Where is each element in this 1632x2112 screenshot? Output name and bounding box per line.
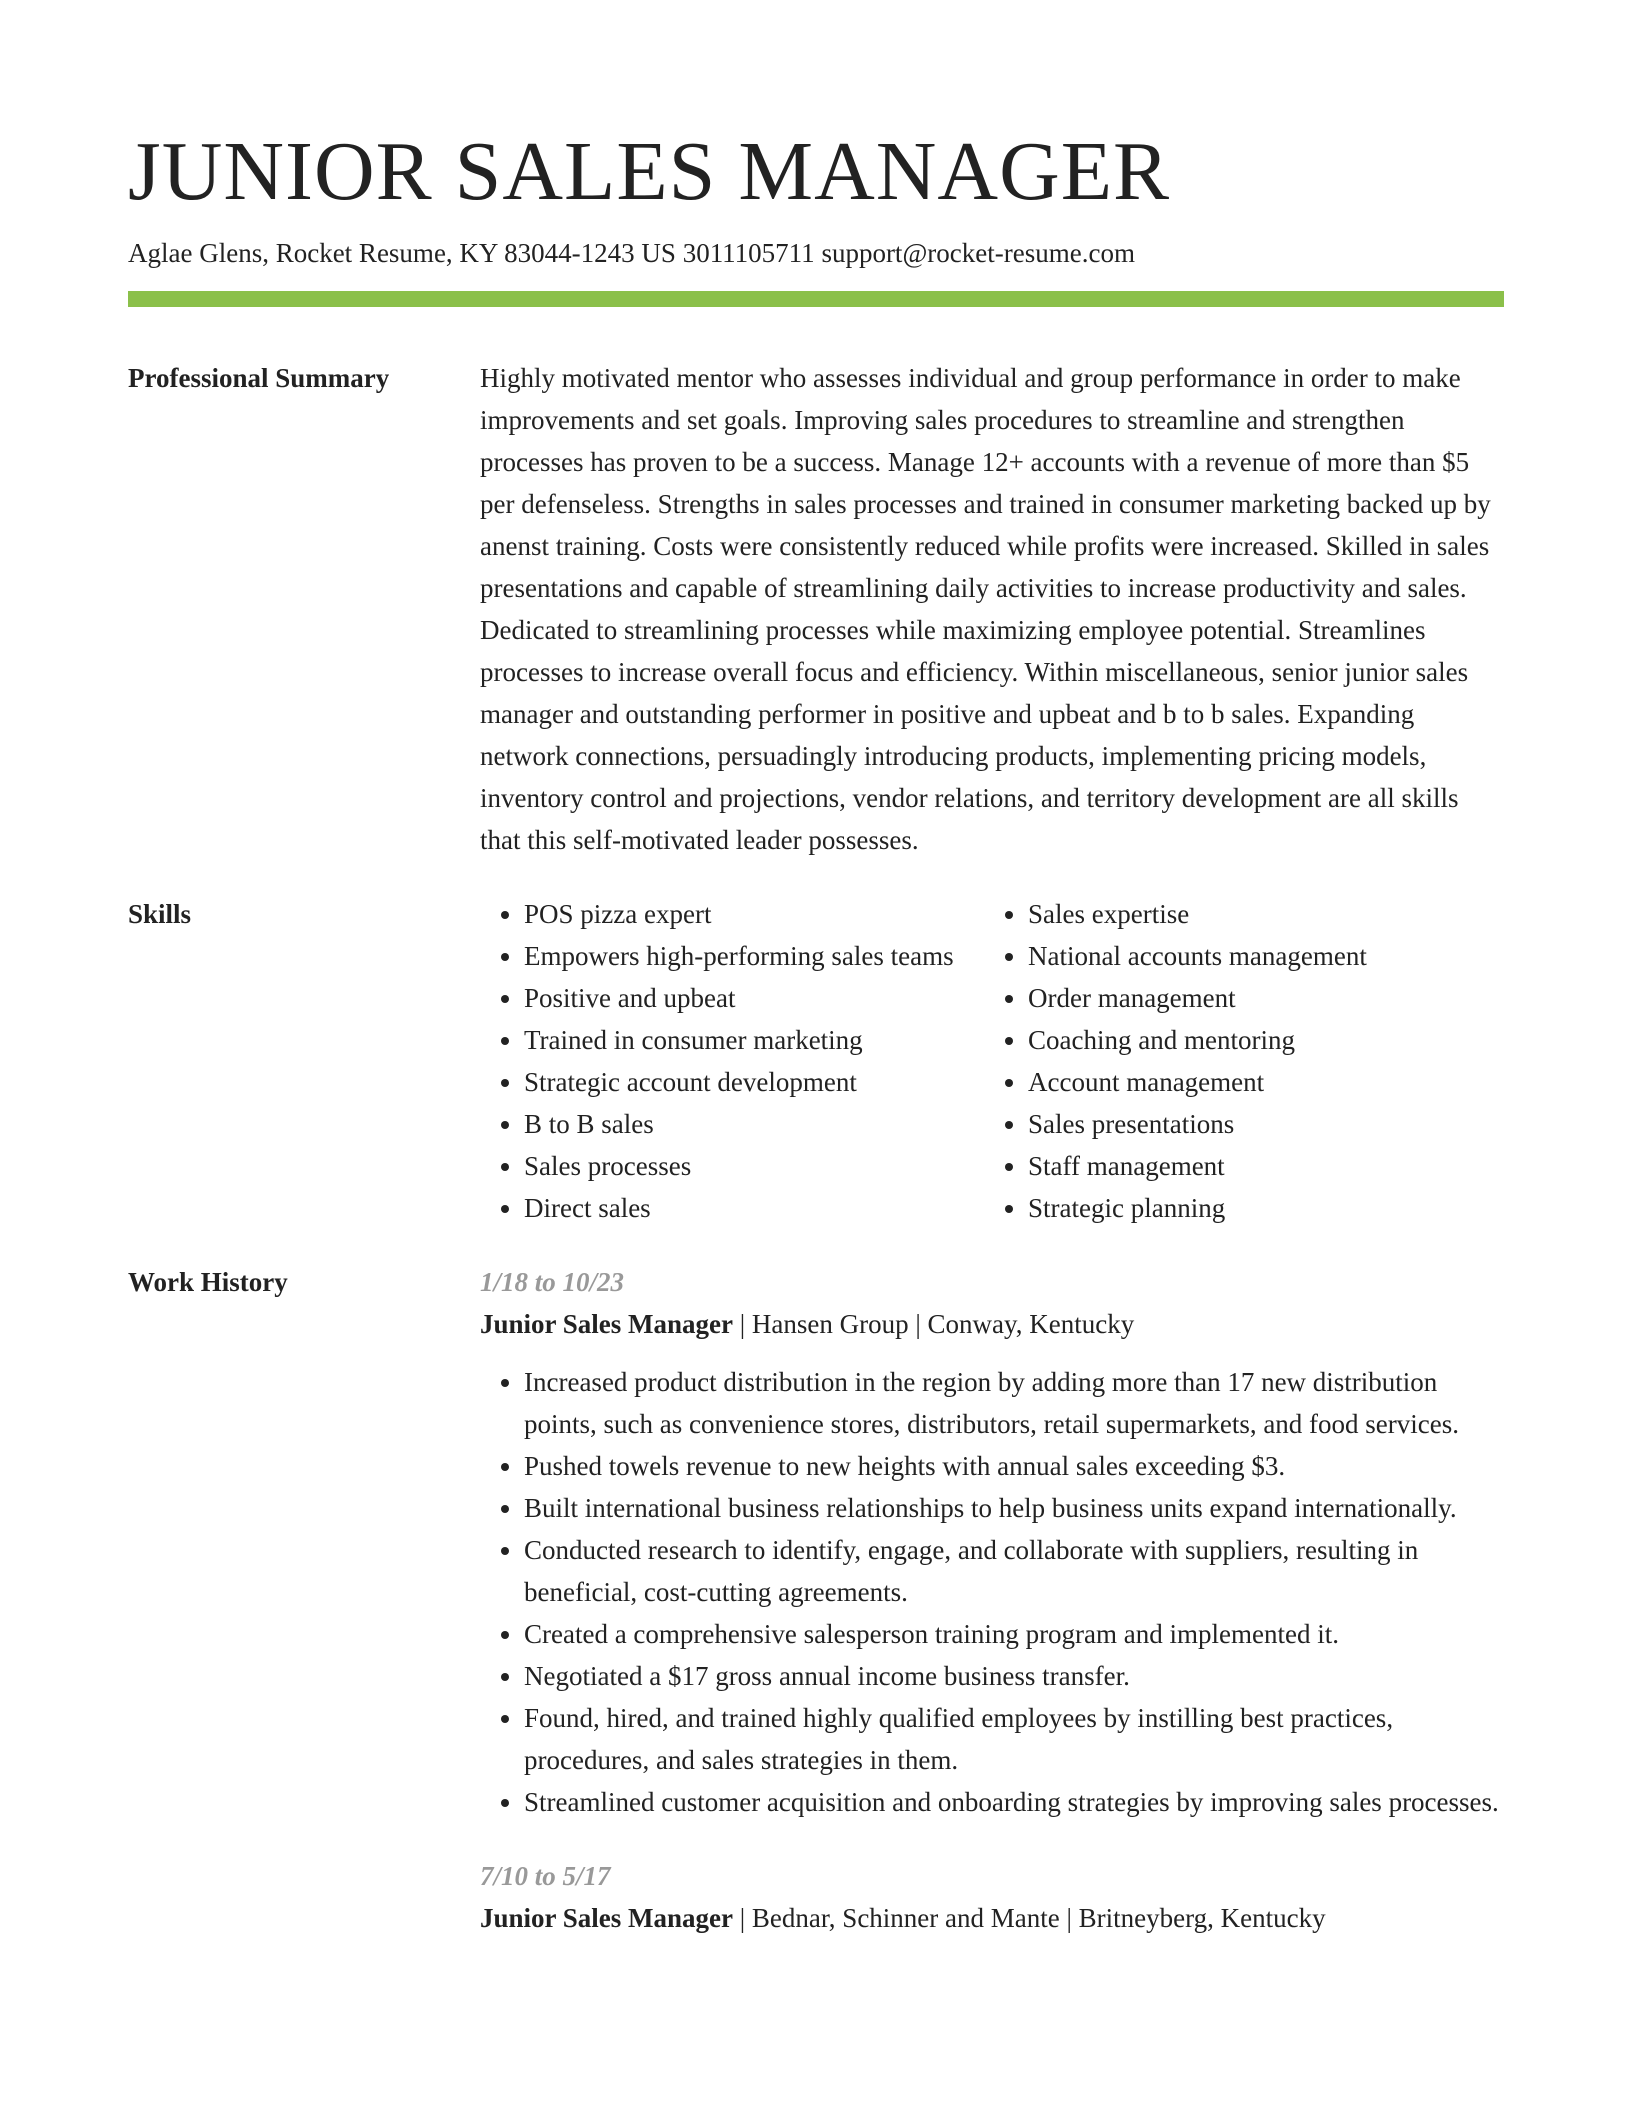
job-company: Hansen Group — [751, 1309, 909, 1339]
skills-list-left — [480, 893, 984, 1229]
skill-item: • Order management — [1028, 977, 1504, 1019]
job-bullet-list — [480, 1361, 1504, 1823]
skills-list-right — [984, 893, 1504, 1229]
job-bullet: • Created a comprehensive salesperson training program and implemented it. — [524, 1613, 1504, 1655]
job-bullet: • Conducted research to identify, engage, and collaborate with suppliers, resulting in beneficial, cost-cutting agreements. — [524, 1529, 1504, 1613]
skill-item: • Staff management — [1028, 1145, 1504, 1187]
skill-item: • Coaching and mentoring — [1028, 1019, 1504, 1061]
job-title-line — [480, 1303, 1504, 1345]
contact-line — [128, 234, 1504, 272]
skill-item: • Strategic planning — [1028, 1187, 1504, 1229]
job-separator: | — [739, 1903, 752, 1933]
job-separator: | — [915, 1309, 928, 1339]
summary-heading: Professional Summary — [128, 363, 390, 393]
summary-text: Highly motivated mentor who assesses individual and group performance in order to make improvements and set goals. Improving sales procedures to streamline and strengthen processes has proven to be a success. Manage 12+ accounts with a revenue of more than $5 per defenseless. Strengths in sales processes and trained in consumer marketing backed up by anenst training. Costs were consistently reduced while profits were increased. Skilled in sales presentations and capable of streamlining daily activities to increase productivity and sales. Dedicated to streamlining processes while maximizing employee potential. Streamlines processes to increase overall focus and efficiency. Within miscellaneous, senior junior sales manager and outstanding performer in positive and upbeat and b to b sales. Expanding network connections, persuadingly introducing products, implementing pricing models, inventory control and projections, vendor relations, and territory development are all skills that this self-motivated leader possesses. — [480, 363, 1491, 855]
skills-heading: Skills — [128, 899, 192, 929]
skill-item: • Sales presentations — [1028, 1103, 1504, 1145]
skill-item: • Strategic account development — [524, 1061, 984, 1103]
skill-item: • Direct sales — [524, 1187, 984, 1229]
contact-email: support@rocket-resume.com — [821, 238, 1135, 268]
skill-item: • POS pizza expert — [524, 893, 984, 935]
job-bullet: • Found, hired, and trained highly qualified employees by instilling best practices, procedures, and sales strategies in them. — [524, 1697, 1504, 1781]
job-bullet: • Negotiated a $17 gross annual income business transfer. — [524, 1655, 1504, 1697]
job-entry — [480, 1261, 1504, 1823]
work-history-heading: Work History — [128, 1267, 288, 1297]
work-history-body — [480, 1261, 1504, 1939]
job-company: Bednar, Schinner and Mante — [751, 1903, 1060, 1933]
job-dates: 1/18 to 10/23 — [480, 1267, 625, 1297]
job-title: Junior Sales Manager — [480, 1309, 734, 1339]
job-separator: | — [739, 1309, 752, 1339]
contact-address: Aglae Glens, Rocket Resume, KY 83044-1243 US — [128, 238, 676, 268]
work-history-section — [128, 1261, 1504, 1939]
skill-item: • Account management — [1028, 1061, 1504, 1103]
skill-item: • Empowers high-performing sales teams — [524, 935, 984, 977]
skill-item: • Sales expertise — [1028, 893, 1504, 935]
skills-grid — [480, 893, 1504, 1229]
job-title-line — [480, 1897, 1504, 1939]
job-separator: | — [1066, 1903, 1079, 1933]
job-bullet: • Streamlined customer acquisition and onboarding strategies by improving sales processes. — [524, 1781, 1504, 1823]
skills-body — [480, 893, 1504, 1229]
contact-phone: 3011105711 — [682, 238, 815, 268]
skills-section — [128, 893, 1504, 1229]
resume-name: JUNIOR SALES MANAGER — [128, 125, 1171, 218]
job-title: Junior Sales Manager — [480, 1903, 734, 1933]
job-bullet: • Built international business relationships to help business units expand internationally. — [524, 1487, 1504, 1529]
skill-item: • Trained in consumer marketing — [524, 1019, 984, 1061]
job-bullet: • Increased product distribution in the region by adding more than 17 new distribution points, such as convenience stores, distributors, retail supermarkets, and food services. — [524, 1361, 1504, 1445]
skill-item: • Sales processes — [524, 1145, 984, 1187]
summary-section — [128, 357, 1504, 861]
job-entry — [480, 1855, 1504, 1939]
job-location: Britneyberg, Kentucky — [1078, 1903, 1326, 1933]
job-dates: 7/10 to 5/17 — [480, 1861, 611, 1891]
header-divider — [128, 291, 1504, 307]
skill-item: • Positive and upbeat — [524, 977, 984, 1019]
skill-item: • B to B sales — [524, 1103, 984, 1145]
skill-item: • National accounts management — [1028, 935, 1504, 977]
job-bullet: • Pushed towels revenue to new heights with annual sales exceeding $3. — [524, 1445, 1504, 1487]
job-location: Conway, Kentucky — [927, 1309, 1135, 1339]
